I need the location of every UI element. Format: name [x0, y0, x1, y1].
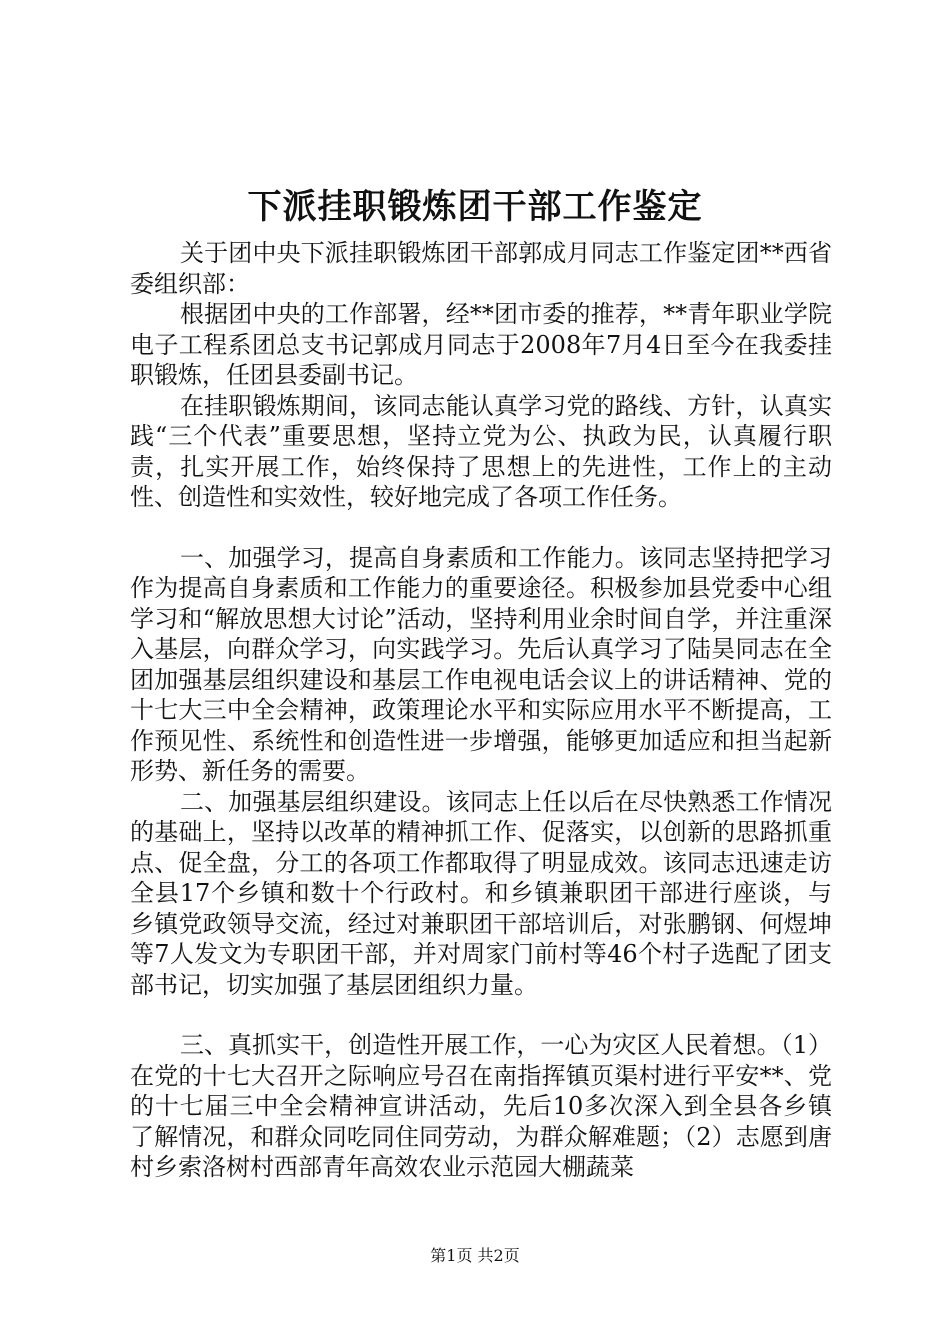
document-title: 下派挂职锻炼团干部工作鉴定	[247, 187, 703, 227]
paragraph-background: 根据团中央的工作部署，经**团市委的推荐，**青年职业学院电子工程系团总支书记郭成月同志于2008年7月4日至今在我委挂职锻炼，任团县委副书记。	[130, 300, 832, 389]
paragraph-section-1: 一、加强学习，提高自身素质和工作能力。该同志坚持把学习作为提高自身素质和工作能力的重要途径。积极参加县党委中心组学习和“解放思想大讨论”活动，坚持利用业余时间自学，并注重深入基层，向群众学习，向实践学习。先后认真学习了陆昊同志在全团加强基层组织建设和基层工作电视电话会议上的讲话精神、党的十七大三中全会精神，政策理论水平和实际应用水平不断提高，工作预见性、系统性和创造性进一步增强，能够更加适应和担当起新形势、新任务的需要。	[130, 543, 832, 785]
paragraph-spacer	[130, 513, 832, 543]
document-body	[130, 238, 832, 1183]
paragraph-summary: 在挂职锻炼期间，该同志能认真学习党的路线、方针，认真实践“三个代表”重要思想，坚持立党为公、执政为民，认真履行职责，扎实开展工作，始终保持了思想上的先进性，工作上的主动性、创造性和实效性，较好地完成了各项工作任务。	[130, 391, 832, 511]
paragraph-section-3: 三、真抓实干，创造性开展工作，一心为灾区人民着想。（1）在党的十七大召开之际响应号召在南指挥镇页渠村进行平安**、党的十七届三中全会精神宣讲活动，先后10多次深入到全县各乡镇了解情况，和群众同吃同住同劳动，为群众解难题；（2）志愿到唐村乡索洛树村西部青年高效农业示范园大棚蔬菜	[130, 1031, 832, 1181]
paragraph-spacer	[130, 1000, 832, 1030]
paragraph-section-2: 二、加强基层组织建设。该同志上任以后在尽快熟悉工作情况的基础上，坚持以改革的精神抓工作、促落实，以创新的思路抓重点、促全盘，分工的各项工作都取得了明显成效。该同志迅速走访全县17个乡镇和数十个行政村。和乡镇兼职团干部进行座谈，与乡镇党政领导交流，经过对兼职团干部培训后，对张鹏钢、何煜坤等7人发文为专职团干部，并对周家门前村等46个村子选配了团支部书记，切实加强了基层团组织力量。	[130, 787, 832, 999]
page-footer: 第1页 共2页	[430, 1246, 520, 1265]
paragraph-intro: 关于团中央下派挂职锻炼团干部郭成月同志工作鉴定团**西省委组织部：	[130, 239, 832, 298]
